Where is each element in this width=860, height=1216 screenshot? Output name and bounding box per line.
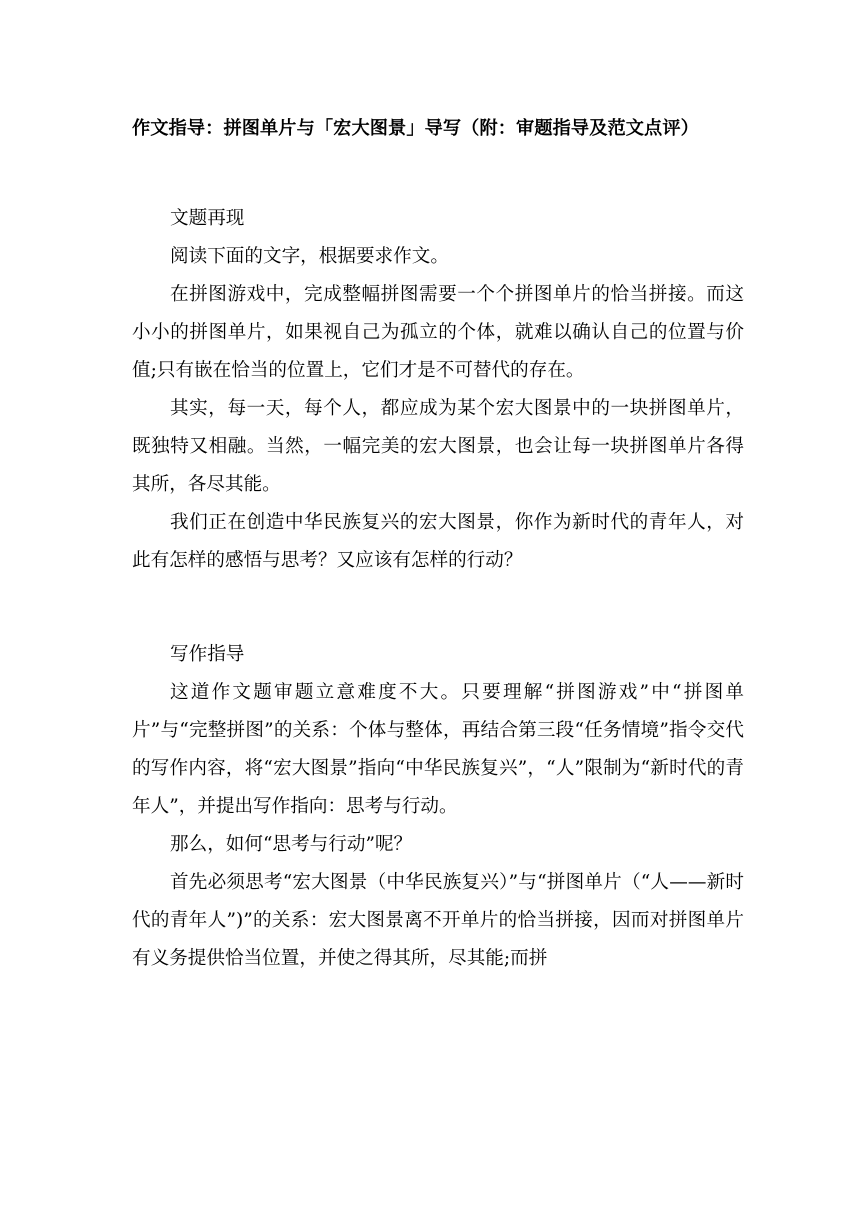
document-title: 作文指导：拼图单片与「宏大图景」导写（附：审题指导及范文点评） bbox=[132, 118, 699, 139]
paragraph: 在拼图游戏中，完成整幅拼图需要一个个拼图单片的恰当拼接。而这小小的拼图单片，如果视自己为孤立的个体，就难以确认自己的位置与价值;只有嵌在恰当的位置上，它们才是不可替代的存在。 bbox=[132, 284, 744, 381]
document-body bbox=[132, 200, 744, 978]
section-spacer bbox=[132, 580, 744, 636]
paragraph: 我们正在创造中华民族复兴的宏大图景，你作为新时代的青年人，对此有怎样的感悟与思考？又应该有怎样的行动？ bbox=[132, 512, 744, 571]
section-heading-guidance: 写作指导 bbox=[170, 644, 245, 665]
paragraph: 首先必须思考“宏大图景（中华民族复兴）”与“拼图单片（“人——新时代的青年人”)”的关系：宏大图景离不开单片的恰当拼接，因而对拼图单片有义务提供恰当位置，并使之得其所，尽其能;而拼 bbox=[132, 872, 744, 969]
paragraph: 其实，每一天，每个人，都应成为某个宏大图景中的一块拼图单片，既独特又相融。当然，一幅完美的宏大图景，也会让每一块拼图单片各得其所，各尽其能。 bbox=[132, 398, 744, 495]
paragraph: 那么，如何“思考与行动”呢？ bbox=[170, 834, 413, 855]
paragraph: 这道作文题审题立意难度不大。只要理解“拼图游戏”中“拼图单片”与“完整拼图”的关系：个体与整体，再结合第三段“任务情境”指令交代的写作内容，将“宏大图景”指向“中华民族复兴”，“人”限制为“新时代的青年人”，并提出写作指向：思考与行动。 bbox=[132, 682, 744, 817]
section-heading-prompt: 文题再现 bbox=[170, 208, 245, 229]
paragraph: 阅读下面的文字，根据要求作文。 bbox=[170, 246, 449, 267]
